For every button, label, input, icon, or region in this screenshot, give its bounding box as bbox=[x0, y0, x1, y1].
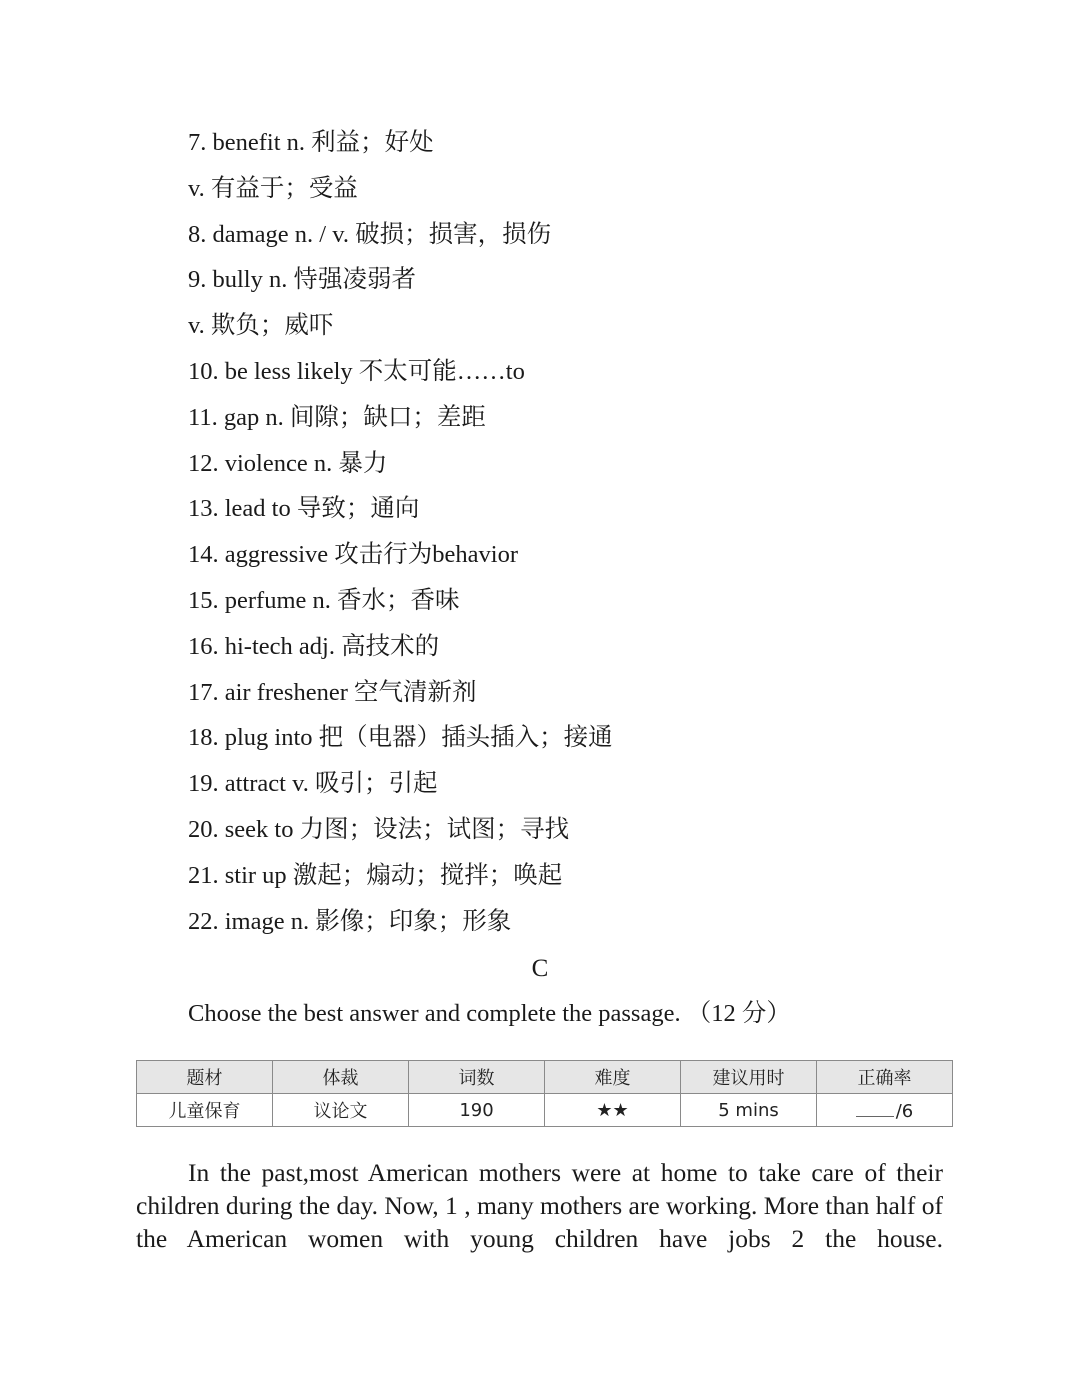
passage-info-table bbox=[136, 1060, 953, 1127]
vocab-item: 7. benefit n. 利益；好处 bbox=[188, 129, 434, 156]
reading-passage bbox=[136, 1156, 943, 1255]
vocab-item: 17. air freshener 空气清新剂 bbox=[188, 678, 477, 706]
vocab-item: 10. be less likely 不太可能……to bbox=[188, 357, 525, 385]
header-difficulty: 难度 bbox=[545, 1061, 681, 1094]
vocab-item: 11. gap n. 间隙；缺口；差距 bbox=[188, 403, 486, 431]
table-header-row bbox=[137, 1061, 953, 1094]
vocab-item: 16. hi-tech adj. 高技术的 bbox=[188, 632, 440, 660]
vocab-item: v. 欺负；威吓 bbox=[188, 312, 334, 340]
vocab-item: 21. stir up 激起；煽动；搅拌；唤起 bbox=[188, 861, 563, 889]
cell-topic: 儿童保育 bbox=[137, 1094, 273, 1127]
vocab-item: v. 有益于；受益 bbox=[188, 174, 358, 202]
section-instruction: Choose the best answer and complete the passage. （12 分） bbox=[188, 1000, 791, 1027]
section-heading: C bbox=[531, 955, 549, 982]
cell-word-count: 190 bbox=[409, 1094, 545, 1127]
header-word-count: 词数 bbox=[409, 1061, 545, 1094]
cell-genre: 议论文 bbox=[273, 1094, 409, 1127]
vocab-item: 12. violence n. 暴力 bbox=[188, 449, 388, 477]
vocab-item: 18. plug into 把（电器）插头插入；接通 bbox=[188, 724, 613, 752]
header-topic: 题材 bbox=[137, 1061, 273, 1094]
cell-accuracy bbox=[817, 1094, 953, 1127]
vocab-item: 9. bully n. 恃强凌弱者 bbox=[188, 266, 416, 294]
vocab-item: 13. lead to 导致；通向 bbox=[188, 495, 420, 523]
vocab-item: 20. seek to 力图；设法；试图；寻找 bbox=[188, 815, 570, 843]
vocab-item: 8. damage n. / v. 破损；损害，损伤 bbox=[188, 220, 552, 248]
header-genre: 体裁 bbox=[273, 1061, 409, 1094]
accuracy-total: /6 bbox=[895, 1101, 914, 1122]
vocabulary-list bbox=[188, 124, 613, 948]
vocab-item: 19. attract v. 吸引；引起 bbox=[188, 770, 438, 798]
cell-suggested-time: 5 mins bbox=[681, 1094, 817, 1127]
header-suggested-time: 建议用时 bbox=[681, 1061, 817, 1094]
accuracy-blank[interactable] bbox=[856, 1098, 894, 1117]
table-row bbox=[137, 1094, 953, 1127]
vocab-item: 14. aggressive 攻击行为behavior bbox=[188, 541, 518, 569]
vocab-item: 15. perfume n. 香水；香味 bbox=[188, 586, 460, 614]
cell-difficulty-stars: ★★ bbox=[545, 1094, 681, 1127]
header-accuracy: 正确率 bbox=[817, 1061, 953, 1094]
passage-text: In the past,most American mothers were at home to take care of their children during the day. Now, 1 , many mothers are working. More than half of the American women with young children have jobs 2 the house. bbox=[136, 1158, 943, 1253]
vocab-item: 22. image n. 影像；印象；形象 bbox=[188, 907, 512, 935]
